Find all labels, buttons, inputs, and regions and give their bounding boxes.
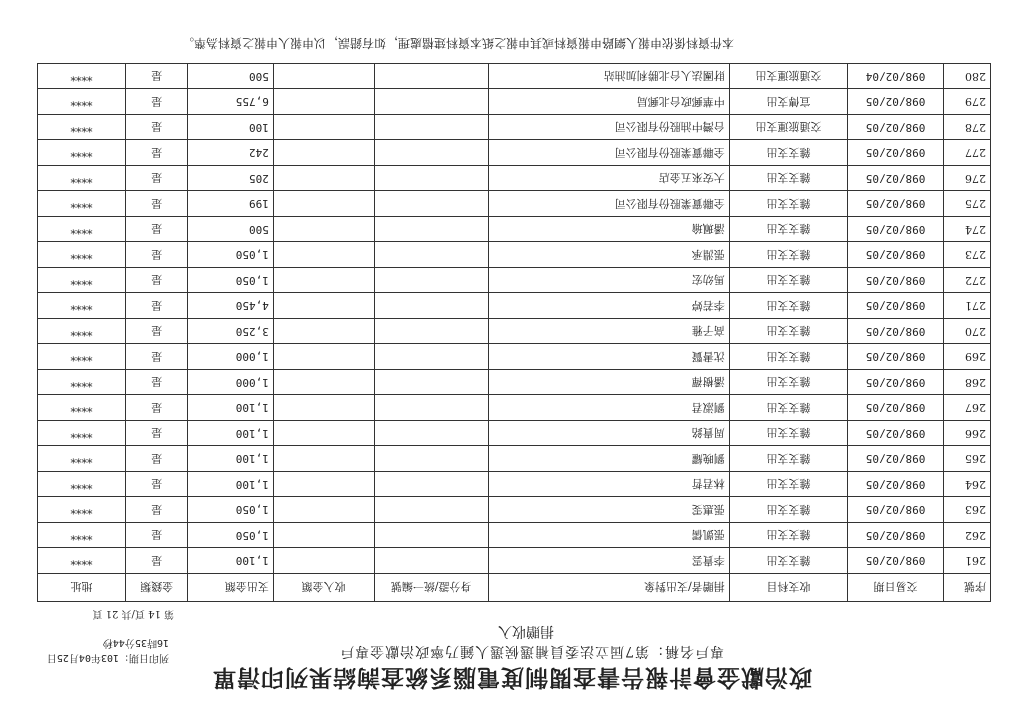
cell-serial: 277	[943, 140, 990, 166]
print-date-line2: 16時35分44秒	[102, 637, 169, 648]
cell-subject: 雜支支出	[729, 523, 848, 549]
cell-id-number	[374, 140, 488, 166]
cell-expense: 1,050	[188, 242, 273, 268]
cell-income	[273, 89, 374, 115]
cell-serial: 276	[943, 166, 990, 192]
cell-serial: 267	[943, 395, 990, 421]
cell-address: ****	[38, 319, 126, 345]
cell-expense: 1,100	[188, 472, 273, 498]
cell-expense: 1,100	[188, 421, 273, 447]
cell-income	[273, 395, 374, 421]
table-row	[38, 115, 991, 141]
cell-address: ****	[38, 191, 126, 217]
cell-serial: 274	[943, 217, 990, 243]
cell-payee: 潘珮瑜	[488, 217, 729, 243]
cell-address: ****	[38, 89, 126, 115]
col-header-payee: 捐贈者/支出對象	[488, 574, 729, 602]
cell-id-number	[374, 268, 488, 294]
cell-date: 098/02/05	[848, 344, 944, 370]
cell-date: 098/02/04	[848, 64, 944, 90]
cell-serial: 261	[943, 548, 990, 574]
records-table	[37, 63, 991, 602]
cell-date: 098/02/05	[848, 446, 944, 472]
cell-id-number	[374, 115, 488, 141]
cell-payee: 大安來五金店	[488, 166, 729, 192]
cell-expense: 205	[188, 166, 273, 192]
cell-payee: 潘樹禪	[488, 370, 729, 396]
cell-date: 098/02/05	[848, 293, 944, 319]
cell-expense: 1,050	[188, 497, 273, 523]
cell-serial: 266	[943, 421, 990, 447]
account-name: 專戶名稱：第7屆立法委員補選候選人鍾乃寧政治獻金專戶	[339, 643, 724, 659]
cell-address: ****	[38, 166, 126, 192]
cell-id-number	[374, 293, 488, 319]
cell-income	[273, 64, 374, 90]
table-row	[38, 548, 991, 574]
cell-subject: 宣傳支出	[729, 89, 848, 115]
cell-address: ****	[38, 217, 126, 243]
cell-income	[273, 268, 374, 294]
cell-cash-type: 是	[126, 191, 188, 217]
cell-cash-type: 是	[126, 523, 188, 549]
cell-cash-type: 是	[126, 115, 188, 141]
cell-cash-type: 是	[126, 370, 188, 396]
cell-income	[273, 217, 374, 243]
cell-id-number	[374, 472, 488, 498]
cell-expense: 1,050	[188, 268, 273, 294]
cell-id-number	[374, 446, 488, 472]
cell-serial: 264	[943, 472, 990, 498]
cell-income	[273, 370, 374, 396]
cell-cash-type: 是	[126, 344, 188, 370]
cell-expense: 1,100	[188, 395, 273, 421]
cell-id-number	[374, 548, 488, 574]
cell-id-number	[374, 523, 488, 549]
cell-payee: 劉晚耀	[488, 446, 729, 472]
cell-date: 098/02/05	[848, 395, 944, 421]
cell-serial: 273	[943, 242, 990, 268]
cell-payee: 中華郵政台北郵局	[488, 89, 729, 115]
cell-expense: 242	[188, 140, 273, 166]
cell-expense: 1,100	[188, 446, 273, 472]
col-header-serial: 序號	[943, 574, 990, 602]
cell-serial: 271	[943, 293, 990, 319]
cell-expense: 6,755	[188, 89, 273, 115]
cell-date: 098/02/05	[848, 140, 944, 166]
cell-expense: 500	[188, 217, 273, 243]
cell-expense: 4,450	[188, 293, 273, 319]
cell-address: ****	[38, 344, 126, 370]
cell-income	[273, 421, 374, 447]
cell-expense: 1,000	[188, 344, 273, 370]
cell-subject: 雜支支出	[729, 319, 848, 345]
cell-subject: 雜支支出	[729, 446, 848, 472]
cell-address: ****	[38, 268, 126, 294]
table-body	[38, 64, 991, 574]
col-header-cash-type: 金錢類	[126, 574, 188, 602]
cell-subject: 雜支支出	[729, 370, 848, 396]
cell-date: 098/02/05	[848, 548, 944, 574]
cell-serial: 272	[943, 268, 990, 294]
cell-cash-type: 是	[126, 472, 188, 498]
cell-income	[273, 497, 374, 523]
cell-serial: 270	[943, 319, 990, 345]
cell-date: 098/02/05	[848, 497, 944, 523]
cell-id-number	[374, 191, 488, 217]
cell-subject: 雜支支出	[729, 548, 848, 574]
cell-id-number	[374, 319, 488, 345]
cell-id-number	[374, 421, 488, 447]
cell-subject: 交通旅運支出	[729, 115, 848, 141]
table-header-row	[38, 574, 991, 602]
cell-payee: 全聯實業股份有限公司	[488, 191, 729, 217]
table-row	[38, 395, 991, 421]
cell-serial: 279	[943, 89, 990, 115]
page-info: 第 14 頁/共 21 頁	[92, 608, 174, 619]
cell-id-number	[374, 497, 488, 523]
table-row	[38, 64, 991, 90]
footnote: 本件資料係依申報人網路申報資料或其申報之紙本資料建檔處理，如有錯誤，以申報人申報之資料為準。	[181, 36, 734, 50]
cell-payee: 沈書賢	[488, 344, 729, 370]
cell-expense: 1,100	[188, 548, 273, 574]
cell-income	[273, 472, 374, 498]
table-row	[38, 191, 991, 217]
cell-income	[273, 293, 374, 319]
cell-income	[273, 242, 374, 268]
table-row	[38, 319, 991, 345]
cell-subject: 雜支支出	[729, 217, 848, 243]
cell-subject: 雜支支出	[729, 140, 848, 166]
cell-id-number	[374, 344, 488, 370]
cell-income	[273, 523, 374, 549]
table-row	[38, 166, 991, 192]
table-row	[38, 523, 991, 549]
cell-serial: 278	[943, 115, 990, 141]
cell-payee: 劉淑君	[488, 395, 729, 421]
cell-cash-type: 是	[126, 89, 188, 115]
cell-payee: 張淵承	[488, 242, 729, 268]
cell-payee: 林君哲	[488, 472, 729, 498]
cell-subject: 雜支支出	[729, 472, 848, 498]
category-label: 捐贈收入	[498, 623, 554, 639]
cell-address: ****	[38, 523, 126, 549]
cell-expense: 500	[188, 64, 273, 90]
cell-id-number	[374, 89, 488, 115]
cell-id-number	[374, 395, 488, 421]
cell-cash-type: 是	[126, 166, 188, 192]
print-date-line1: 列印日期：103年04月25日	[46, 652, 169, 663]
table-row	[38, 344, 991, 370]
cell-id-number	[374, 166, 488, 192]
cell-cash-type: 是	[126, 64, 188, 90]
cell-date: 098/02/05	[848, 523, 944, 549]
cell-expense: 3,250	[188, 319, 273, 345]
cell-subject: 雜支支出	[729, 344, 848, 370]
cell-payee: 高子雅	[488, 319, 729, 345]
cell-payee: 李若婷	[488, 293, 729, 319]
cell-date: 098/02/05	[848, 319, 944, 345]
table-row	[38, 421, 991, 447]
cell-id-number	[374, 242, 488, 268]
cell-cash-type: 是	[126, 497, 188, 523]
col-header-address: 地址	[38, 574, 126, 602]
cell-subject: 雜支支出	[729, 421, 848, 447]
cell-payee: 馬幼宏	[488, 268, 729, 294]
table-row	[38, 472, 991, 498]
col-header-subject: 收支科目	[729, 574, 848, 602]
cell-subject: 雜支支出	[729, 268, 848, 294]
cell-cash-type: 是	[126, 140, 188, 166]
cell-income	[273, 191, 374, 217]
cell-address: ****	[38, 446, 126, 472]
cell-cash-type: 是	[126, 395, 188, 421]
cell-serial: 275	[943, 191, 990, 217]
cell-income	[273, 319, 374, 345]
cell-date: 098/02/05	[848, 268, 944, 294]
cell-cash-type: 是	[126, 421, 188, 447]
cell-address: ****	[38, 548, 126, 574]
cell-subject: 雜支支出	[729, 497, 848, 523]
table-row	[38, 217, 991, 243]
cell-serial: 268	[943, 370, 990, 396]
cell-subject: 交通旅運支出	[729, 64, 848, 90]
cell-income	[273, 140, 374, 166]
cell-subject: 雜支支出	[729, 293, 848, 319]
cell-address: ****	[38, 497, 126, 523]
table-row	[38, 446, 991, 472]
table-row	[38, 370, 991, 396]
cell-serial: 269	[943, 344, 990, 370]
cell-serial: 262	[943, 523, 990, 549]
table-row	[38, 242, 991, 268]
cell-address: ****	[38, 242, 126, 268]
cell-income	[273, 115, 374, 141]
table-row	[38, 293, 991, 319]
cell-income	[273, 548, 374, 574]
cell-date: 098/02/05	[848, 89, 944, 115]
cell-payee: 李貴雲	[488, 548, 729, 574]
cell-subject: 雜支支出	[729, 166, 848, 192]
cell-subject: 雜支支出	[729, 395, 848, 421]
col-header-income: 收入金額	[273, 574, 374, 602]
cell-subject: 雜支支出	[729, 242, 848, 268]
cell-expense: 199	[188, 191, 273, 217]
cell-payee: 財團法人台北勝利加油站	[488, 64, 729, 90]
cell-income	[273, 344, 374, 370]
cell-cash-type: 是	[126, 446, 188, 472]
col-header-date: 交易日期	[848, 574, 944, 602]
cell-income	[273, 166, 374, 192]
cell-payee: 張惠雯	[488, 497, 729, 523]
cell-date: 098/02/05	[848, 370, 944, 396]
cell-date: 098/02/05	[848, 191, 944, 217]
cell-date: 098/02/05	[848, 421, 944, 447]
cell-income	[273, 446, 374, 472]
cell-serial: 280	[943, 64, 990, 90]
table-row	[38, 89, 991, 115]
cell-cash-type: 是	[126, 293, 188, 319]
cell-payee: 台灣中油股份有限公司	[488, 115, 729, 141]
cell-address: ****	[38, 293, 126, 319]
cell-id-number	[374, 217, 488, 243]
cell-expense: 1,000	[188, 370, 273, 396]
cell-date: 098/02/05	[848, 217, 944, 243]
table-row	[38, 268, 991, 294]
cell-cash-type: 是	[126, 268, 188, 294]
cell-expense: 1,050	[188, 523, 273, 549]
cell-expense: 100	[188, 115, 273, 141]
cell-date: 098/02/05	[848, 472, 944, 498]
cell-cash-type: 是	[126, 548, 188, 574]
cell-serial: 263	[943, 497, 990, 523]
cell-address: ****	[38, 140, 126, 166]
cell-cash-type: 是	[126, 242, 188, 268]
cell-subject: 雜支支出	[729, 191, 848, 217]
cell-address: ****	[38, 370, 126, 396]
col-header-id-number: 身分證/統一編號	[374, 574, 488, 602]
col-header-expense: 支出金額	[188, 574, 273, 602]
print-date	[47, 635, 169, 665]
cell-cash-type: 是	[126, 319, 188, 345]
cell-address: ****	[38, 395, 126, 421]
cell-payee: 全聯實業股份有限公司	[488, 140, 729, 166]
cell-id-number	[374, 370, 488, 396]
document-title: 政治獻金會計報告書查閱制度電腦系統查詢結果列印清單	[212, 664, 812, 691]
cell-address: ****	[38, 115, 126, 141]
cell-serial: 265	[943, 446, 990, 472]
cell-cash-type: 是	[126, 217, 188, 243]
cell-date: 098/02/05	[848, 115, 944, 141]
table-row	[38, 140, 991, 166]
cell-address: ****	[38, 421, 126, 447]
cell-address: ****	[38, 472, 126, 498]
cell-payee: 張凱儒	[488, 523, 729, 549]
cell-address: ****	[38, 64, 126, 90]
cell-id-number	[374, 64, 488, 90]
table-row	[38, 497, 991, 523]
cell-date: 098/02/05	[848, 166, 944, 192]
cell-payee: 周貴銘	[488, 421, 729, 447]
cell-date: 098/02/05	[848, 242, 944, 268]
